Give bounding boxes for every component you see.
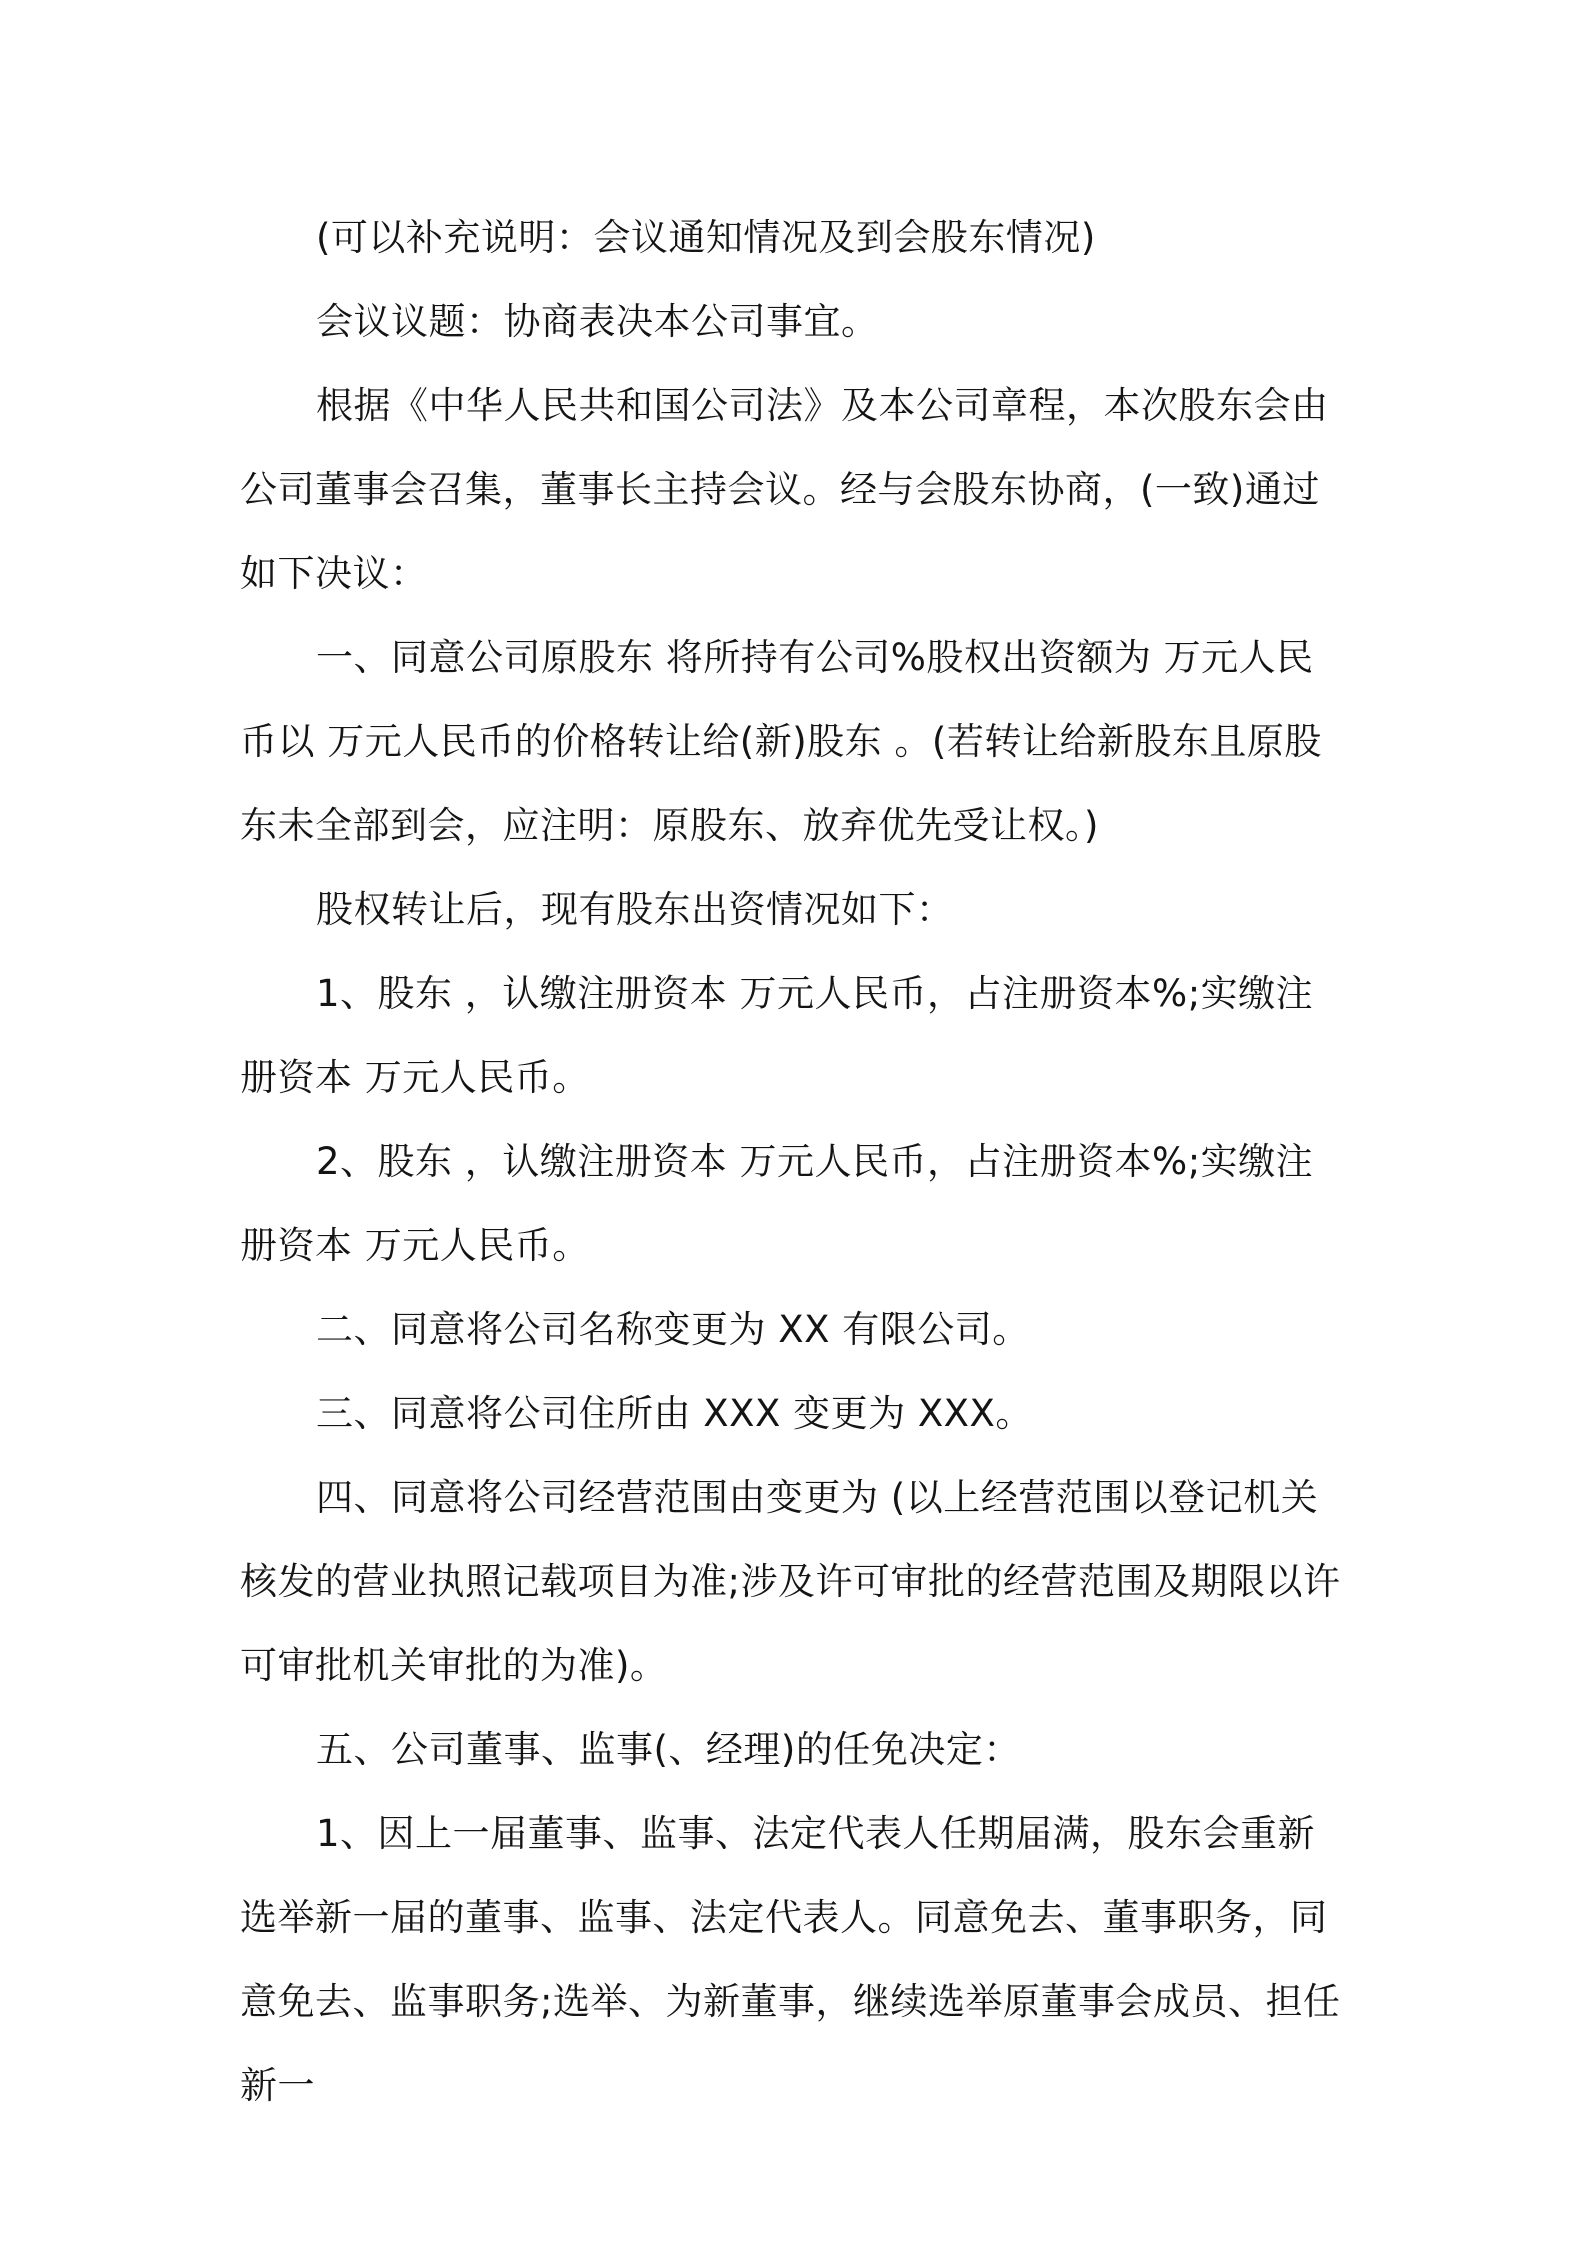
paragraph-resolution-3: 三、同意将公司住所由 XXX 变更为 XXX。 [316, 1392, 1033, 1435]
paragraph-meeting-note: (可以补充说明：会议通知情况及到会股东情况) [316, 216, 1096, 259]
document-body [240, 196, 1348, 2128]
paragraph-meeting-topic: 会议议题：协商表决本公司事宜。 [316, 300, 879, 343]
paragraph-resolution-4: 四、同意将公司经营范围由变更为 (以上经营范围以登记机关核发的营业执照记载项目为准;涉及许可审批的经营范围及期限以许可审批机关审批的为准)。 [240, 1476, 1341, 1687]
paragraph-legal-basis: 根据《中华人民共和国公司法》及本公司章程，本次股东会由公司董事会召集，董事长主持会议。经与会股东协商，(一致)通过如下决议： [240, 384, 1329, 595]
paragraph-shareholder-2: 2、股东 ，认缴注册资本 万元人民币，占注册资本%;实缴注册资本 万元人民币。 [240, 1140, 1314, 1267]
paragraph-shareholders-intro: 股权转让后，现有股东出资情况如下： [316, 888, 954, 931]
paragraph-resolution-5: 五、公司董事、监事(、经理)的任免决定： [316, 1728, 1021, 1771]
paragraph-resolution-1: 一、同意公司原股东 将所持有公司%股权出资额为 万元人民币以 万元人民币的价格转让给(新)股东 。(若转让给新股东且原股东未全部到会，应注明：原股东、放弃优先受让权。) [240, 636, 1322, 847]
paragraph-resolution-2: 二、同意将公司名称变更为 XX 有限公司。 [316, 1308, 1030, 1351]
paragraph-resolution-5-item-1: 1、因上一届董事、监事、法定代表人任期届满，股东会重新选举新一届的董事、监事、法定代表人。同意免去、董事职务，同意免去、监事职务;选举、为新董事，继续选举原董事会成员、担任新一 [240, 1812, 1341, 2107]
paragraph-shareholder-1: 1、股东 ，认缴注册资本 万元人民币，占注册资本%;实缴注册资本 万元人民币。 [240, 972, 1314, 1099]
